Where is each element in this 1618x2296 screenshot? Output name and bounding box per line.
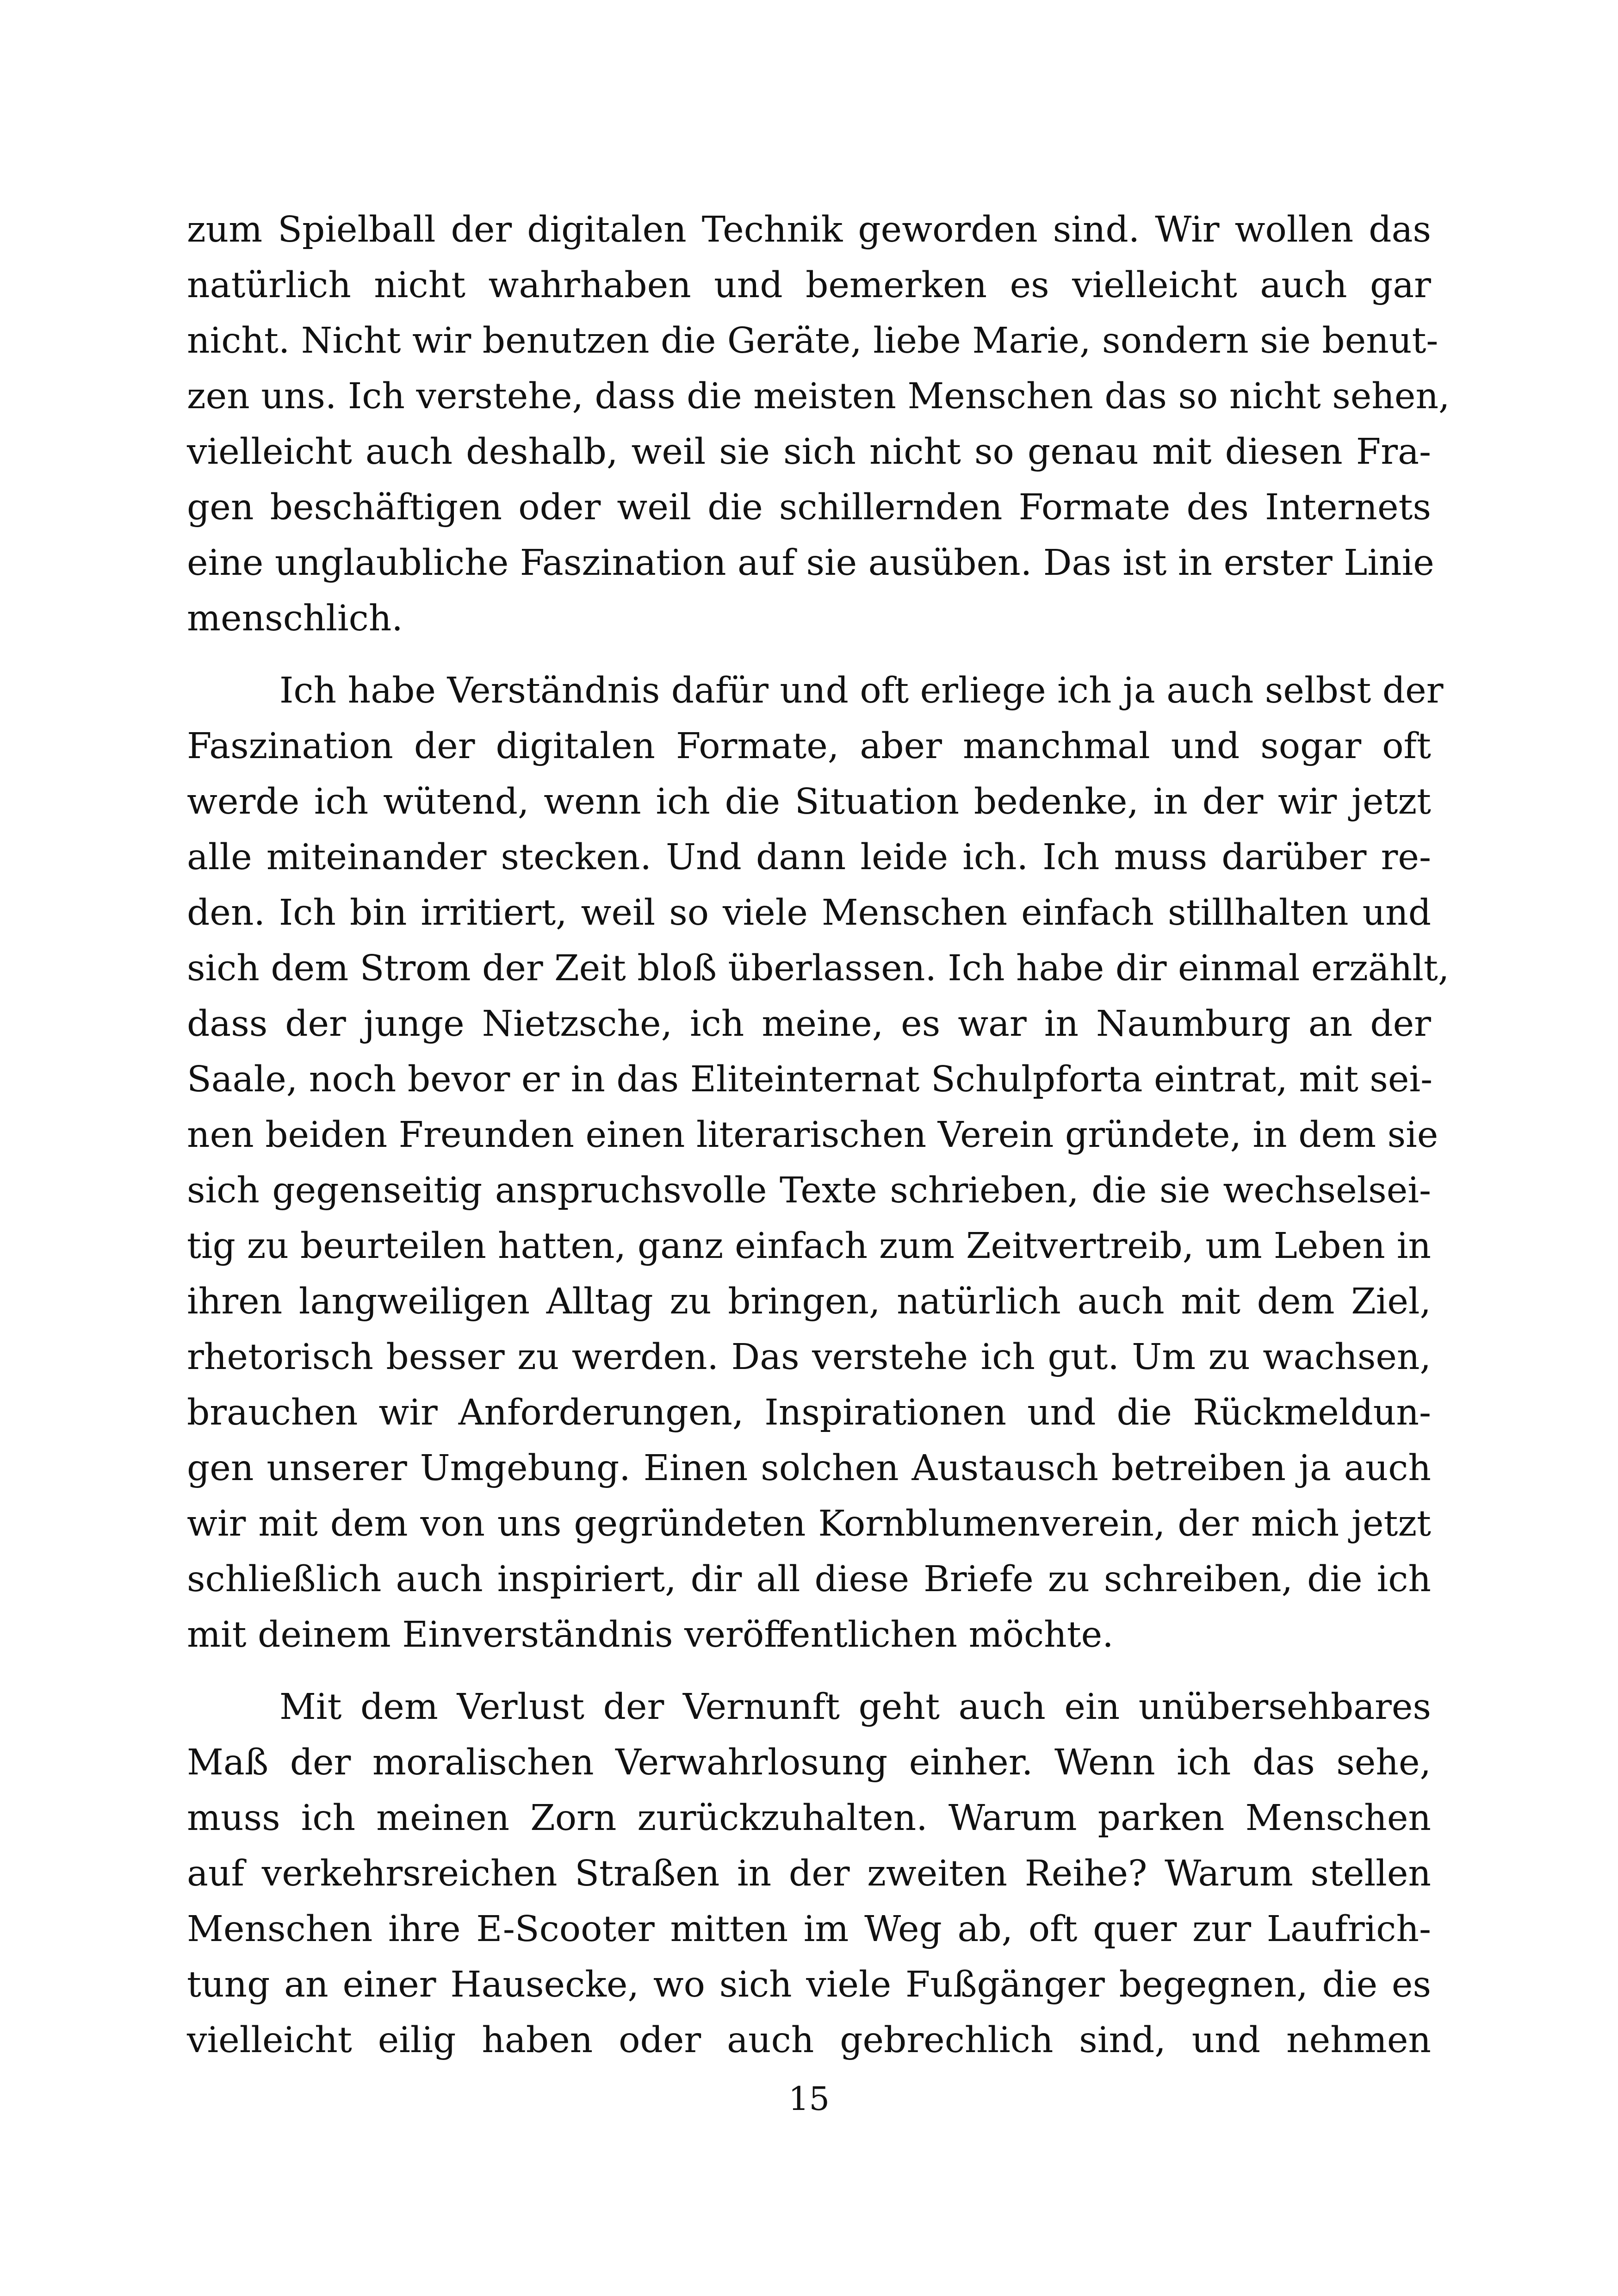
text-line: wir mit dem von uns gegründeten Kornblumenverein, der mich jetzt: [187, 1503, 1431, 1544]
text-line: Maß der moralischen Verwahrlosung einher. Wenn ich das sehe,: [187, 1742, 1431, 1783]
text-line: auf verkehrsreichen Straßen in der zweiten Reihe? Warum stellen: [187, 1853, 1431, 1894]
text-line: zen uns. Ich verstehe, dass die meisten Menschen das so nicht sehen,: [187, 376, 1450, 417]
text-line: natürlich nicht wahrhaben und bemerken es vielleicht auch gar: [187, 265, 1431, 306]
body-text: [187, 202, 1450, 2068]
text-line: brauchen wir Anforderungen, Inspirationen und die Rückmeldun-: [187, 1392, 1431, 1433]
text-line: Saale, noch bevor er in das Eliteinternat Schulpforta eintrat, mit sei-: [187, 1059, 1433, 1100]
page-number: 15: [788, 2080, 830, 2118]
text-line: zum Spielball der digitalen Technik geworden sind. Wir wollen das: [187, 209, 1431, 250]
text-line: Menschen ihre E-Scooter mitten im Weg ab, oft quer zur Laufrich-: [187, 1909, 1431, 1950]
text-line: dass der junge Nietzsche, ich meine, es war in Naumburg an der: [187, 1003, 1431, 1045]
text-line: menschlich.: [187, 598, 403, 639]
text-line: Faszination der digitalen Formate, aber manchmal und sogar oft: [187, 726, 1431, 767]
text-line: nicht. Nicht wir benutzen die Geräte, liebe Marie, sondern sie benut-: [187, 320, 1438, 361]
text-line: mit deinem Einverständnis veröffentlichen möchte.: [187, 1614, 1114, 1655]
paragraph: [187, 202, 1450, 647]
text-line: vielleicht auch deshalb, weil sie sich nicht so genau mit diesen Fra-: [187, 431, 1431, 473]
text-line: Ich habe Verständnis dafür und oft erliege ich ja auch selbst der: [279, 670, 1444, 711]
text-line: schließlich auch inspiriert, dir all diese Briefe zu schreiben, die ich: [187, 1559, 1431, 1600]
text-line: tung an einer Hausecke, wo sich viele Fußgänger begegnen, die es: [187, 1964, 1431, 2005]
text-line: alle miteinander stecken. Und dann leide ich. Ich muss darüber re-: [187, 837, 1431, 878]
text-line: Mit dem Verlust der Vernunft geht auch ein unübersehbares: [279, 1686, 1431, 1728]
text-line: gen beschäftigen oder weil die schillernden Formate des Internets: [187, 487, 1431, 528]
paragraph: [187, 1680, 1431, 2068]
text-line: gen unserer Umgebung. Einen solchen Austausch betreiben ja auch: [187, 1448, 1431, 1489]
text-line: muss ich meinen Zorn zurückzuhalten. Warum parken Menschen: [187, 1798, 1431, 1839]
text-line: tig zu beurteilen hatten, ganz einfach zum Zeitvertreib, um Leben in: [187, 1226, 1431, 1267]
text-line: sich dem Strom der Zeit bloß überlassen. Ich habe dir einmal erzählt,: [187, 948, 1450, 989]
text-line: vielleicht eilig haben oder auch gebrechlich sind, und nehmen: [187, 2020, 1431, 2061]
text-line: ihren langweiligen Alltag zu bringen, natürlich auch mit dem Ziel,: [187, 1281, 1431, 1322]
paragraph: [187, 663, 1450, 1663]
text-line: sich gegenseitig anspruchsvolle Texte schrieben, die sie wechselsei-: [187, 1170, 1431, 1211]
text-line: werde ich wütend, wenn ich die Situation bedenke, in der wir jetzt: [187, 781, 1431, 822]
text-line: rhetorisch besser zu werden. Das verstehe ich gut. Um zu wachsen,: [187, 1337, 1431, 1378]
text-line: nen beiden Freunden einen literarischen Verein gründete, in dem sie: [187, 1114, 1438, 1156]
text-line: den. Ich bin irritiert, weil so viele Menschen einfach stillhalten und: [187, 892, 1431, 933]
text-line: eine unglaubliche Faszination auf sie ausüben. Das ist in erster Linie: [187, 542, 1434, 584]
